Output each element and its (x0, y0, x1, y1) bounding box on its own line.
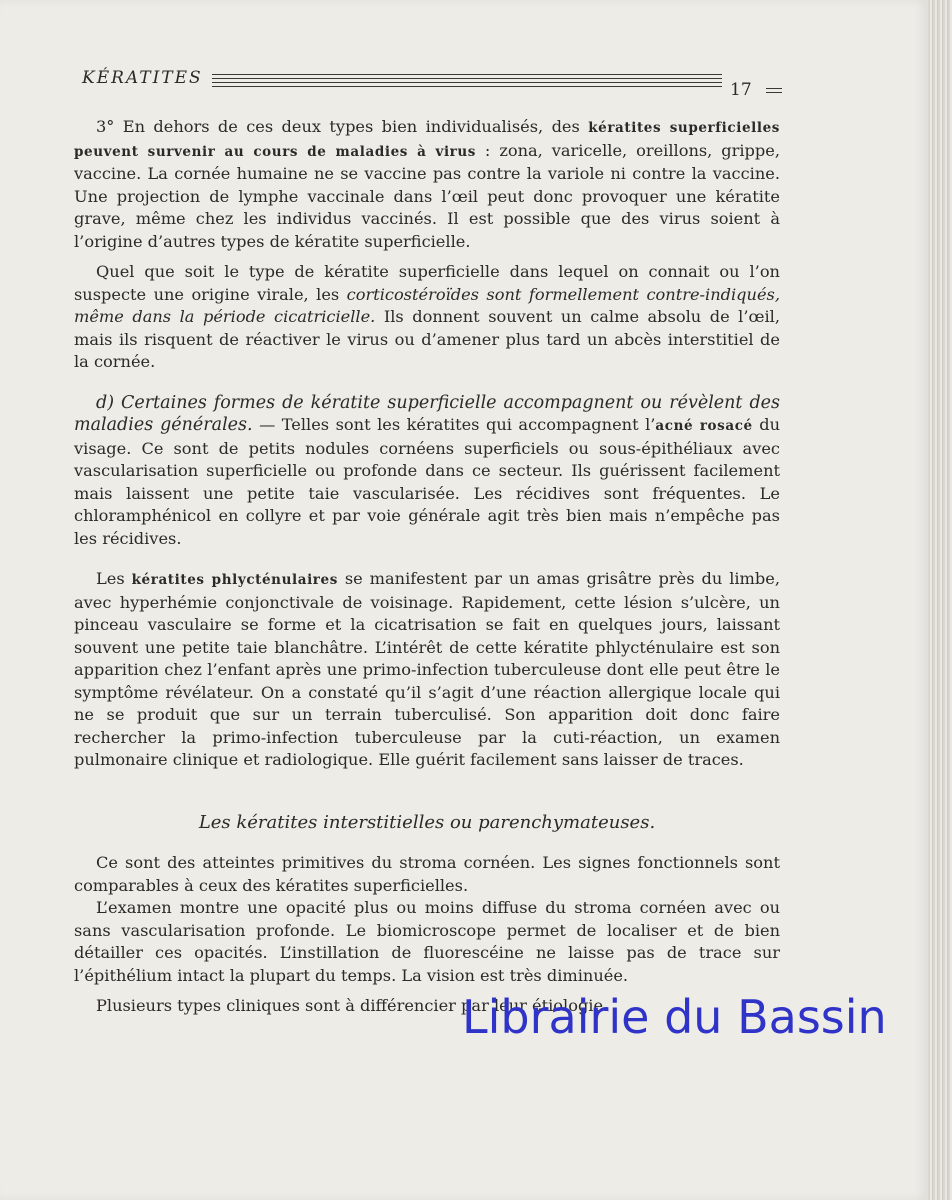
paragraph-clinical-types: Plusieurs types cliniques sont à différencier par leur étiologie. (96, 996, 609, 1015)
header-rule (212, 74, 722, 75)
section-heading: Les kératites interstitielles ou parenchymateuses. (198, 811, 656, 833)
bold-term: kératites phlycténulaires (131, 572, 338, 588)
page-number-rule (766, 92, 782, 93)
page-number-rule (766, 88, 782, 89)
running-title: KÉRATITES (82, 68, 203, 88)
header-rule (212, 86, 722, 87)
header-rule (212, 78, 722, 79)
italic-warning: corticostéroïdes sont formellement contre-indiqués, même dans la période cicatricielle. (74, 284, 780, 326)
paragraph-corticosteroids: Quel que soit le type de kératite superficielle dans lequel on connait ou l’on suspecte une origine virale, les corticostéroïdes sont formellement contre-indiqués, même dans la période cicatricielle. Ils donnent souvent un calme absolu de l’œil, mais ils risquent de réactiver le virus ou d’amener plus tard un abcès interstitiel de la cornée. (74, 262, 780, 371)
paragraph-phlyctenular: Les kératites phlycténulaires se manifestent par un amas grisâtre près du limbe, avec hyperhémie conjonctivale de voisinage. Rapidement, cette lésion s’ulcère, un pinceau vasculaire se forme et la cicatrisation se fait en quelques jours, laissant souvent une petite taie blanchâtre. L’intérêt de cette kératite phlycténulaire est son apparition chez l’enfant après une primo-infection tuberculeuse dont elle peut être le symptôme révélateur. On a constaté qu’il s’agit d’une réaction allergique locale qui ne se produit que sur un terrain tuberculisé. Son apparition doit donc faire rechercher la primo-infection tuberculeuse par la cuti-réaction, un examen pulmonaire clinique et radiologique. Elle guérit facilement sans laisser de traces. (74, 569, 780, 769)
subsection-heading: d) Certaines formes de kératite superficielle accompagnent ou révèlent des maladies générales. (74, 392, 780, 435)
page-number: 17 (730, 80, 752, 100)
header-rule (212, 82, 722, 83)
bold-term: kératites superficielles peuvent survenir au cours de maladies à virus (74, 120, 780, 160)
paragraph-stroma: Ce sont des atteintes primitives du stroma cornéen. Les signes fonctionnels sont comparables à ceux des kératites superficielles. (74, 853, 780, 895)
paragraph-general-diseases: d) Certaines formes de kératite superficielle accompagnent ou révèlent des maladies générales. — Telles sont les kératites qui accompagnent l’acné rosacé du visage. Ce sont de petits nodules cornéens superficiels ou sous-épithéliaux avec vascularisation superficielle ou profonde dans ce secteur. Ils guérissent facilement mais laissent une petite taie vascularisée. Les récidives sont fréquentes. Le chloramphénicol en collyre et par voie générale agit très bien mais n’empêche pas les récidives. (74, 392, 780, 548)
bold-term: acné rosacé (655, 418, 753, 434)
body-text (74, 116, 780, 1018)
paragraph-viral-keratitis: 3° En dehors de ces deux types bien individualisés, des kératites superficielles peuvent survenir au cours de maladies à virus : zona, varicelle, oreillons, grippe, vaccine. La cornée humaine ne se vaccine pas contre la variole ni contre la vaccine. Une projection de lymphe vaccinale dans l’œil peut donc provoquer une kératite grave, même chez les individus vaccinés. Il est possible que des virus soient à l’origine d’autres types de kératite superficielle. (74, 117, 780, 251)
page-header (82, 66, 782, 100)
page-edge (928, 0, 952, 1200)
watermark: Librairie du Bassin (462, 990, 887, 1044)
paragraph-exam: L’examen montre une opacité plus ou moins diffuse du stroma cornéen avec ou sans vascularisation profonde. Le biomicroscope permet de localiser et de bien détailler ces opacités. L’instillation de fluorescéine ne laisse pas de trace sur l’épithélium intact la plupart du temps. La vision est très diminuée. (74, 898, 780, 985)
